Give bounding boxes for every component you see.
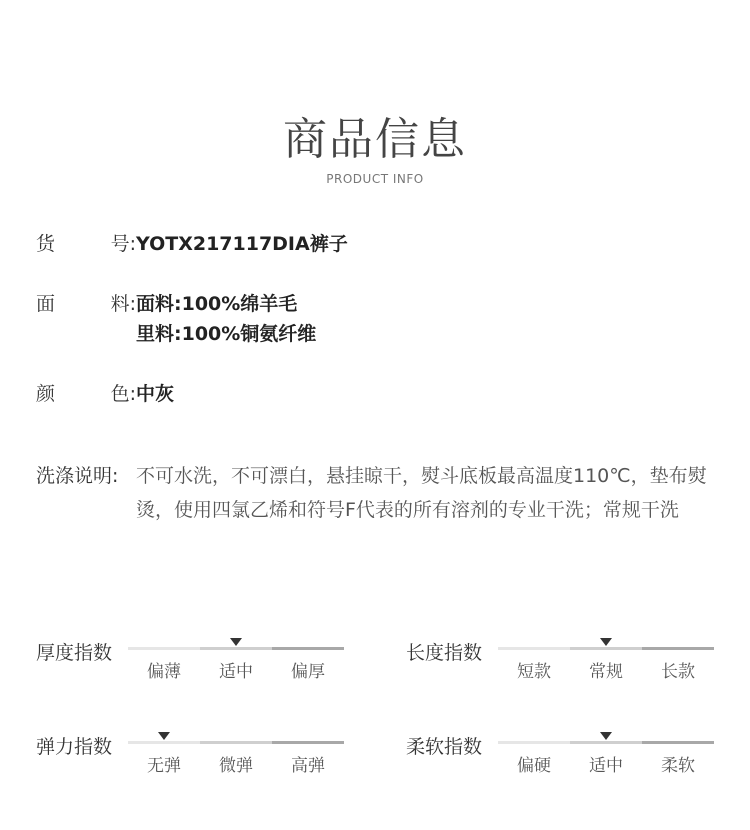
scale-segment bbox=[642, 741, 714, 744]
scale-option: 无弹 bbox=[147, 756, 181, 776]
scale-marker-icon bbox=[600, 638, 612, 646]
scale-segment bbox=[200, 647, 272, 650]
page-subtitle: PRODUCT INFO bbox=[326, 172, 424, 186]
scale-option: 长款 bbox=[661, 662, 695, 682]
thickness-index bbox=[36, 640, 344, 700]
fabric-outer: 面料:100%绵羊毛 bbox=[136, 293, 298, 315]
elasticity-index bbox=[36, 734, 344, 794]
scale-segment bbox=[272, 741, 344, 744]
scale-label: 柔软指数 bbox=[406, 736, 483, 758]
product-info-header bbox=[0, 112, 750, 186]
color-row bbox=[36, 379, 174, 409]
scale-segment bbox=[570, 647, 642, 650]
length-index bbox=[406, 640, 714, 700]
scale-segment bbox=[498, 741, 570, 744]
scale-option: 柔软 bbox=[661, 756, 695, 776]
softness-index bbox=[406, 734, 714, 794]
scale-track bbox=[498, 734, 714, 794]
scale-option: 偏硬 bbox=[517, 756, 551, 776]
fabric-value bbox=[136, 289, 316, 349]
scale-segment bbox=[570, 741, 642, 744]
scale-label: 长度指数 bbox=[406, 642, 483, 664]
scale-option: 高弹 bbox=[291, 756, 325, 776]
scale-track bbox=[128, 640, 344, 700]
item-number-label: 货 号: bbox=[36, 233, 136, 255]
scale-option: 短款 bbox=[517, 662, 551, 682]
item-number-value: YOTX217117DIA裤子 bbox=[136, 233, 348, 255]
color-value: 中灰 bbox=[136, 383, 175, 405]
color-label: 颜 色: bbox=[36, 383, 136, 405]
scale-option: 适中 bbox=[219, 662, 253, 682]
fabric-label: 面 料: bbox=[36, 293, 136, 315]
scale-option: 偏薄 bbox=[147, 662, 181, 682]
wash-row bbox=[36, 459, 716, 527]
scale-segment bbox=[642, 647, 714, 650]
scale-segment bbox=[128, 741, 200, 744]
scale-label: 厚度指数 bbox=[36, 642, 113, 664]
fabric-row bbox=[36, 289, 316, 349]
scale-option: 偏厚 bbox=[291, 662, 325, 682]
scale-option: 微弹 bbox=[219, 756, 253, 776]
fabric-lining: 里料:100%铜氨纤维 bbox=[136, 323, 317, 345]
scale-label: 弹力指数 bbox=[36, 736, 113, 758]
page-title: 商品信息 bbox=[283, 114, 467, 165]
wash-label: 洗涤说明: bbox=[36, 465, 119, 487]
scale-marker-icon bbox=[158, 732, 170, 740]
scale-segment bbox=[498, 647, 570, 650]
wash-instructions: 不可水洗，不可漂白，悬挂晾干，熨斗底板最高温度110℃，垫布熨烫，使用四氯乙烯和符号F代表的所有溶剂的专业干洗；常规干洗 bbox=[136, 465, 707, 521]
scale-segment bbox=[200, 741, 272, 744]
item-number-row bbox=[36, 229, 348, 259]
scale-option: 适中 bbox=[589, 756, 623, 776]
scale-track bbox=[498, 640, 714, 700]
scale-marker-icon bbox=[230, 638, 242, 646]
scale-option: 常规 bbox=[589, 662, 623, 682]
scale-marker-icon bbox=[600, 732, 612, 740]
scale-segment bbox=[128, 647, 200, 650]
scale-segment bbox=[272, 647, 344, 650]
scale-track bbox=[128, 734, 344, 794]
